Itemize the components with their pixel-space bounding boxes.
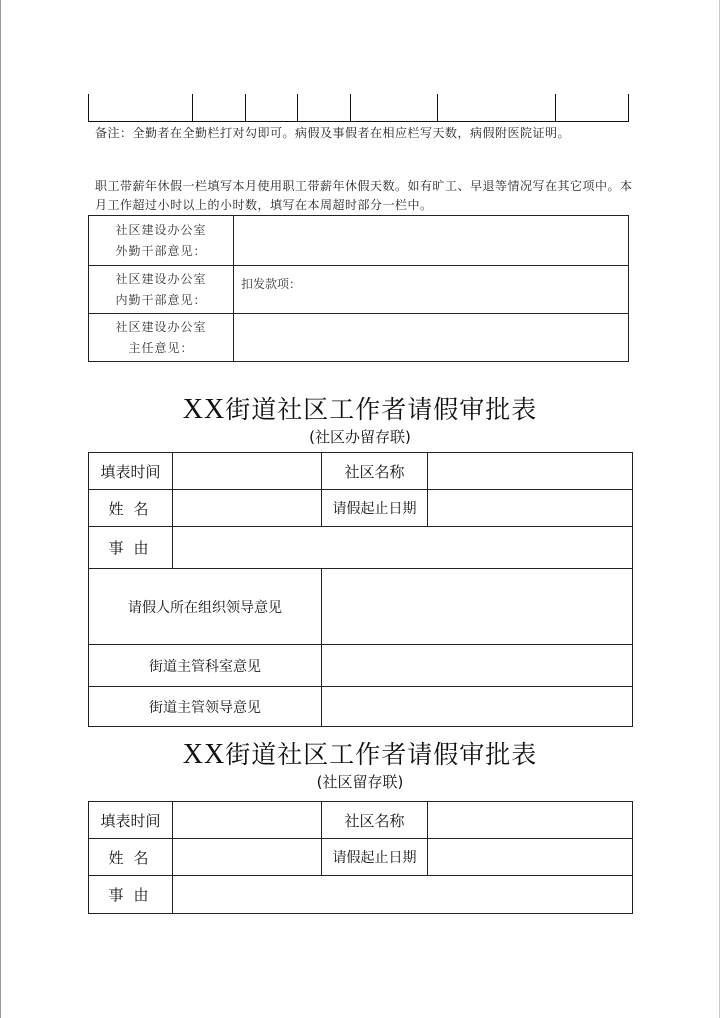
leave-date-label: 请假起止日期 <box>322 490 428 527</box>
dept-opinion-field[interactable] <box>322 645 633 687</box>
leave-date-label: 请假起止日期 <box>322 839 428 876</box>
form2-title: XX街道社区工作者请假审批表 <box>182 739 538 770</box>
form2-table <box>88 801 633 914</box>
leader-opinion-label: 街道主管领导意见 <box>89 687 322 727</box>
table-row <box>89 569 633 645</box>
community-name-label: 社区名称 <box>322 453 428 490</box>
director-opinion-label: 社区建设办公室主任意见： <box>89 314 234 362</box>
form1-title: XX街道社区工作者请假审批表 <box>182 394 538 425</box>
table-row <box>89 314 629 362</box>
name-label: 姓名 <box>89 490 173 527</box>
table-row <box>89 876 633 914</box>
outside-cadre-opinion-label: 社区建设办公室外勤干部意见： <box>89 216 234 266</box>
form1-table <box>88 452 633 727</box>
form1-subtitle: (社区办留存联) <box>309 428 411 446</box>
table-row <box>89 216 629 266</box>
org-leader-opinion-label: 请假人所在组织领导意见 <box>89 569 322 645</box>
dept-opinion-label: 街道主管科室意见 <box>89 645 322 687</box>
inside-cadre-opinion-label: 社区建设办公室内勤干部意见： <box>89 266 234 314</box>
page-edge-left <box>0 0 1 1018</box>
fill-time-field[interactable] <box>173 453 322 490</box>
fill-time-label: 填表时间 <box>89 453 173 490</box>
table-row <box>89 687 633 727</box>
table-row <box>89 490 633 527</box>
leave-date-field[interactable] <box>428 839 633 876</box>
name-field[interactable] <box>173 839 322 876</box>
community-name-field[interactable] <box>428 802 633 839</box>
fill-time-label: 填表时间 <box>89 802 173 839</box>
org-leader-opinion-field[interactable] <box>322 569 633 645</box>
table-row <box>89 527 633 569</box>
fill-time-field[interactable] <box>173 802 322 839</box>
table-row <box>89 645 633 687</box>
deduction-items-field[interactable]: 扣发款项： <box>234 266 629 314</box>
leave-date-field[interactable] <box>428 490 633 527</box>
opinion-table <box>88 215 629 362</box>
table-row <box>89 453 633 490</box>
form2-subtitle: (社区留存联) <box>316 773 404 791</box>
annual-leave-note: 职工带薪年休假一栏填写本月使用职工带薪年休假天数。如有旷工、早退等情况写在其它项中。本月工作超过小时以上的小时数，填写在本周超时部分一栏中。 <box>95 179 633 212</box>
table-row <box>89 802 633 839</box>
community-name-field[interactable] <box>428 453 633 490</box>
outside-cadre-opinion-field[interactable] <box>234 216 629 266</box>
table-row <box>89 266 629 314</box>
reason-field[interactable] <box>173 527 633 569</box>
reason-label: 事由 <box>89 876 173 914</box>
reason-label: 事由 <box>89 527 173 569</box>
table-row <box>89 839 633 876</box>
name-label: 姓名 <box>89 839 173 876</box>
reason-field[interactable] <box>173 876 633 914</box>
attendance-table-fragment <box>88 94 629 122</box>
director-opinion-field[interactable] <box>234 314 629 362</box>
leader-opinion-field[interactable] <box>322 687 633 727</box>
remark-note: 备注：全勤者在全勤栏打对勾即可。病假及事假者在相应栏写天数，病假附医院证明。 <box>95 126 571 140</box>
name-field[interactable] <box>173 490 322 527</box>
community-name-label: 社区名称 <box>322 802 428 839</box>
